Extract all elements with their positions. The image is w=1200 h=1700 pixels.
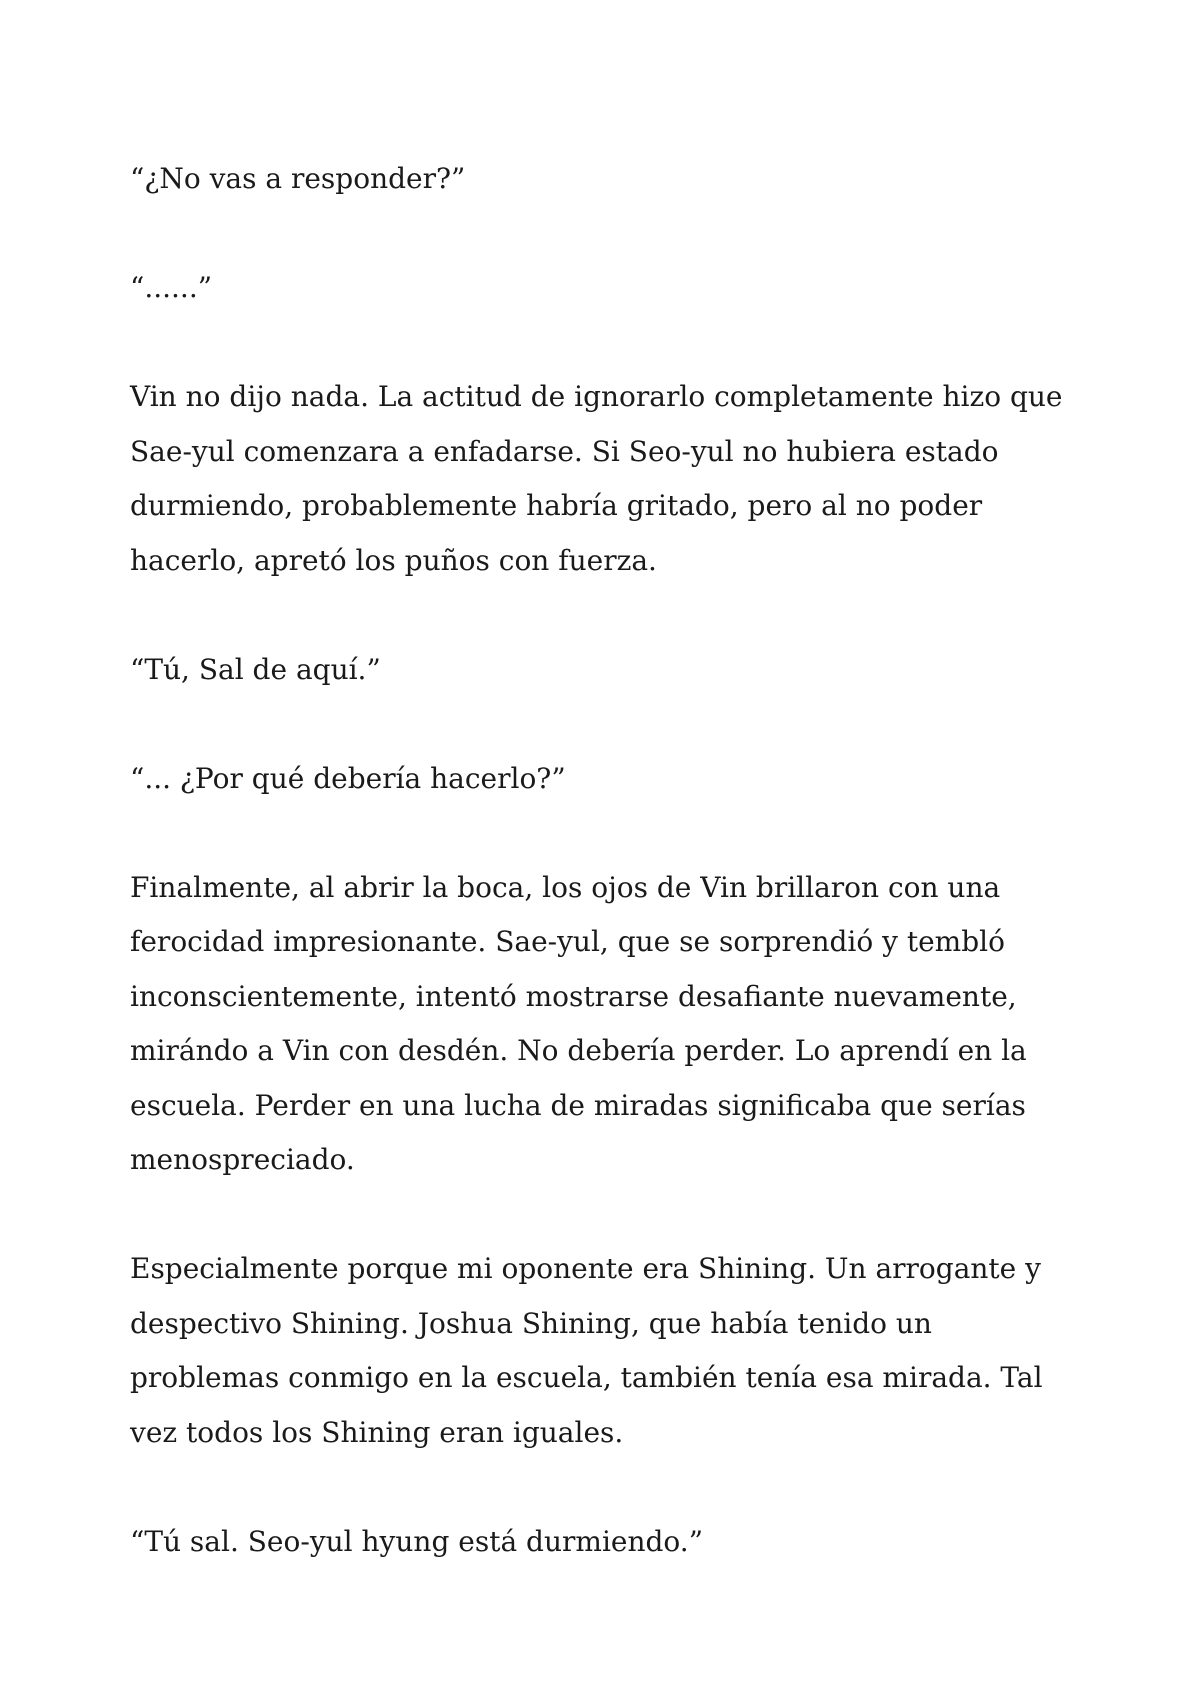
- dialogue-line: “Tú, Sal de aquí.”: [130, 652, 381, 686]
- dialogue-line: “... ¿Por qué debería hacerlo?”: [130, 761, 566, 795]
- body-text: [130, 152, 1090, 1569]
- narration-paragraph: Finalmente, al abrir la boca, los ojos de Vin brillaron con una ferocidad impresionante. Sae-yul, que se sorprendió y tembló inconscientemente, intentó mostrarse desafiante nuevamente, mirándo a Vin con desdén. No debería perder. Lo aprendí en la escuela. Perder en una lucha de miradas significaba que serías menospreciado.: [130, 870, 1027, 1176]
- narration-paragraph: Especialmente porque mi oponente era Shining. Un arrogante y despectivo Shining. Joshua Shining, que había tenido un problemas conmigo en la escuela, también tenía esa mirada. Tal vez todos los Shining eran iguales.: [130, 1252, 1043, 1449]
- dialogue-line: “......”: [130, 271, 213, 304]
- dialogue-line: “¿No vas a responder?”: [130, 162, 466, 195]
- dialogue-line: “Tú sal. Seo-yul hyung está durmiendo.”: [130, 1524, 704, 1558]
- narration-paragraph: Vin no dijo nada. La actitud de ignorarlo completamente hizo que Sae-yul comenzara a enfadarse. Si Seo-yul no hubiera estado durmiendo, probablemente habría gritado, pero al no poder hacerlo, apretó los puños con fuerza.: [130, 380, 1063, 577]
